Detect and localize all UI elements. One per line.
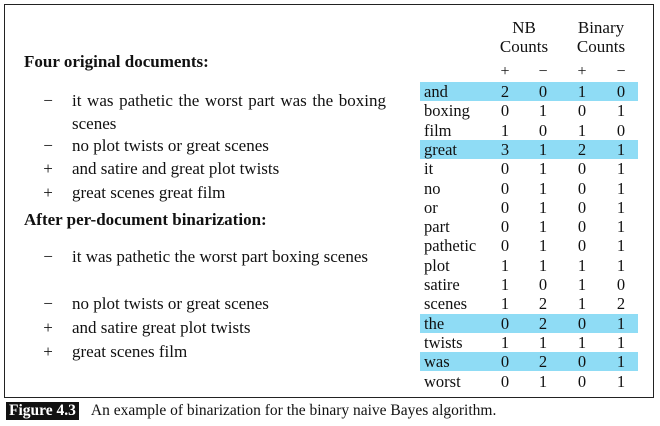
bin-neg-cell: 1 [616,255,626,275]
bin-pos-cell: 0 [577,352,587,372]
word-cell: boxing [424,101,470,121]
bin-neg-cell: 1 [616,332,626,352]
document-item [24,157,386,180]
sentiment-sign: + [43,159,53,178]
nb-neg-cell: 1 [538,139,548,159]
nb-pos-cell: 2 [500,82,510,101]
nb-neg-cell: 1 [538,101,548,121]
bin-pos-cell: 0 [577,371,587,391]
table-row [420,198,638,217]
bin-pos-cell: 1 [577,332,587,352]
table-row [420,121,638,140]
table-row [420,275,638,294]
document-item [24,89,386,135]
binary-positive-header: + [577,63,587,80]
nb-header-line1: NB [512,18,536,37]
bin-pos-cell: 2 [577,139,587,159]
sentiment-sign: + [43,318,53,337]
bin-neg-cell: 0 [616,120,626,140]
document-item [24,340,386,363]
word-cell: scenes [424,294,468,314]
nb-negative-header: − [538,63,548,80]
document-text: no plot twists or great scenes [72,294,269,313]
nb-neg-cell: 0 [538,275,548,294]
nb-neg-cell: 1 [538,197,548,217]
nb-neg-cell: 2 [538,352,548,372]
binary-header-line1: Binary [577,18,625,37]
nb-pos-cell: 0 [500,101,510,121]
sentiment-sign: − [43,136,53,155]
bin-pos-cell: 1 [577,82,587,101]
word-cell: plot [424,255,450,275]
sentiment-sign: − [43,247,53,266]
bin-pos-cell: 0 [577,236,587,256]
bin-neg-cell: 1 [616,371,626,391]
document-text: and satire and great plot twists [72,159,280,178]
bin-neg-cell: 2 [616,294,626,314]
table-row [420,256,638,275]
table-row [420,352,638,371]
document-item [24,134,386,157]
nb-neg-cell: 1 [538,236,548,256]
binary-negative-header: − [616,63,626,80]
word-cell: twists [424,332,463,352]
nb-neg-cell: 1 [538,332,548,352]
word-cell: worst [424,371,461,391]
figure-label: Figure 4.3 [6,402,79,420]
bin-pos-cell: 0 [577,101,587,121]
bin-neg-cell: 1 [616,101,626,121]
word-cell: or [424,197,438,217]
table-row [420,333,638,352]
nb-pos-cell: 0 [500,236,510,256]
figure-frame [4,4,654,398]
word-cell: great [424,139,457,159]
nb-pos-cell: 1 [500,294,510,314]
nb-pos-cell: 1 [500,332,510,352]
nb-neg-cell: 1 [538,159,548,179]
nb-pos-cell: 1 [500,255,510,275]
word-cell: and [424,82,448,101]
table-row [420,140,638,159]
bin-pos-cell: 0 [577,217,587,237]
nb-neg-cell: 1 [538,217,548,237]
bin-neg-cell: 1 [616,352,626,372]
bin-neg-cell: 1 [616,313,626,333]
document-text: it was pathetic the worst part boxing scenes [72,247,369,266]
binary-header-line2: Counts [576,37,626,56]
document-text: no plot twists or great scenes [72,136,269,155]
bin-neg-cell: 1 [616,197,626,217]
nb-neg-cell: 0 [538,120,548,140]
bin-pos-cell: 1 [577,120,587,140]
table-row [420,179,638,198]
nb-pos-cell: 0 [500,217,510,237]
table-row [420,82,638,101]
sentiment-sign: − [43,294,53,313]
table-row [420,101,638,120]
bin-pos-cell: 0 [577,159,587,179]
nb-counts-header [490,18,558,56]
word-cell: pathetic [424,236,477,256]
sentiment-sign: + [43,342,53,361]
table-row [420,159,638,178]
nb-pos-cell: 0 [500,371,510,391]
word-cell: it [424,159,434,179]
table-row [420,217,638,236]
document-item [24,181,386,204]
nb-neg-cell: 2 [538,313,548,333]
heading-binarized-documents: After per-document binarization: [24,210,267,229]
nb-pos-cell: 0 [500,352,510,372]
bin-neg-cell: 1 [616,159,626,179]
nb-positive-header: + [500,63,510,80]
nb-pos-cell: 0 [500,159,510,179]
table-row [420,372,638,391]
bin-neg-cell: 1 [616,217,626,237]
nb-neg-cell: 0 [538,82,548,101]
sentiment-sign: − [43,91,53,110]
nb-pos-cell: 3 [500,139,510,159]
table-row [420,294,638,313]
nb-pos-cell: 0 [500,178,510,198]
table-row [420,314,638,333]
word-cell: was [424,352,450,372]
document-item [24,292,386,315]
nb-neg-cell: 1 [538,371,548,391]
bin-neg-cell: 0 [616,82,626,101]
document-item [24,316,386,339]
bin-neg-cell: 1 [616,236,626,256]
bin-pos-cell: 1 [577,255,587,275]
nb-pos-cell: 0 [500,197,510,217]
bin-neg-cell: 0 [616,275,626,294]
caption-text: An example of binarization for the binary naive Bayes algorithm. [90,402,497,419]
sentiment-sign: + [43,183,53,202]
document-text: great scenes film [72,342,188,361]
bin-pos-cell: 0 [577,197,587,217]
nb-neg-cell: 1 [538,178,548,198]
bin-neg-cell: 1 [616,178,626,198]
nb-pos-cell: 0 [500,313,510,333]
bin-pos-cell: 1 [577,275,587,294]
word-cell: film [424,120,452,140]
word-cell: part [424,217,450,237]
nb-pos-cell: 1 [500,275,510,294]
bin-pos-cell: 1 [577,294,587,314]
nb-neg-cell: 2 [538,294,548,314]
table-row [420,236,638,255]
bin-neg-cell: 1 [616,139,626,159]
word-cell: satire [424,275,460,294]
binary-counts-header [566,18,636,56]
document-text: and satire great plot twists [72,318,251,337]
bin-pos-cell: 0 [577,178,587,198]
document-text: great scenes great film [72,183,226,202]
bin-pos-cell: 0 [577,313,587,333]
nb-neg-cell: 1 [538,255,548,275]
figure-caption [6,402,496,420]
document-text: it was pathetic the worst part was the boxing scenes [72,91,386,133]
nb-pos-cell: 1 [500,120,510,140]
word-cell: the [424,313,445,333]
heading-original-documents: Four original documents: [24,52,209,71]
word-cell: no [424,178,441,198]
document-item [24,245,386,268]
nb-header-line2: Counts [499,37,549,56]
